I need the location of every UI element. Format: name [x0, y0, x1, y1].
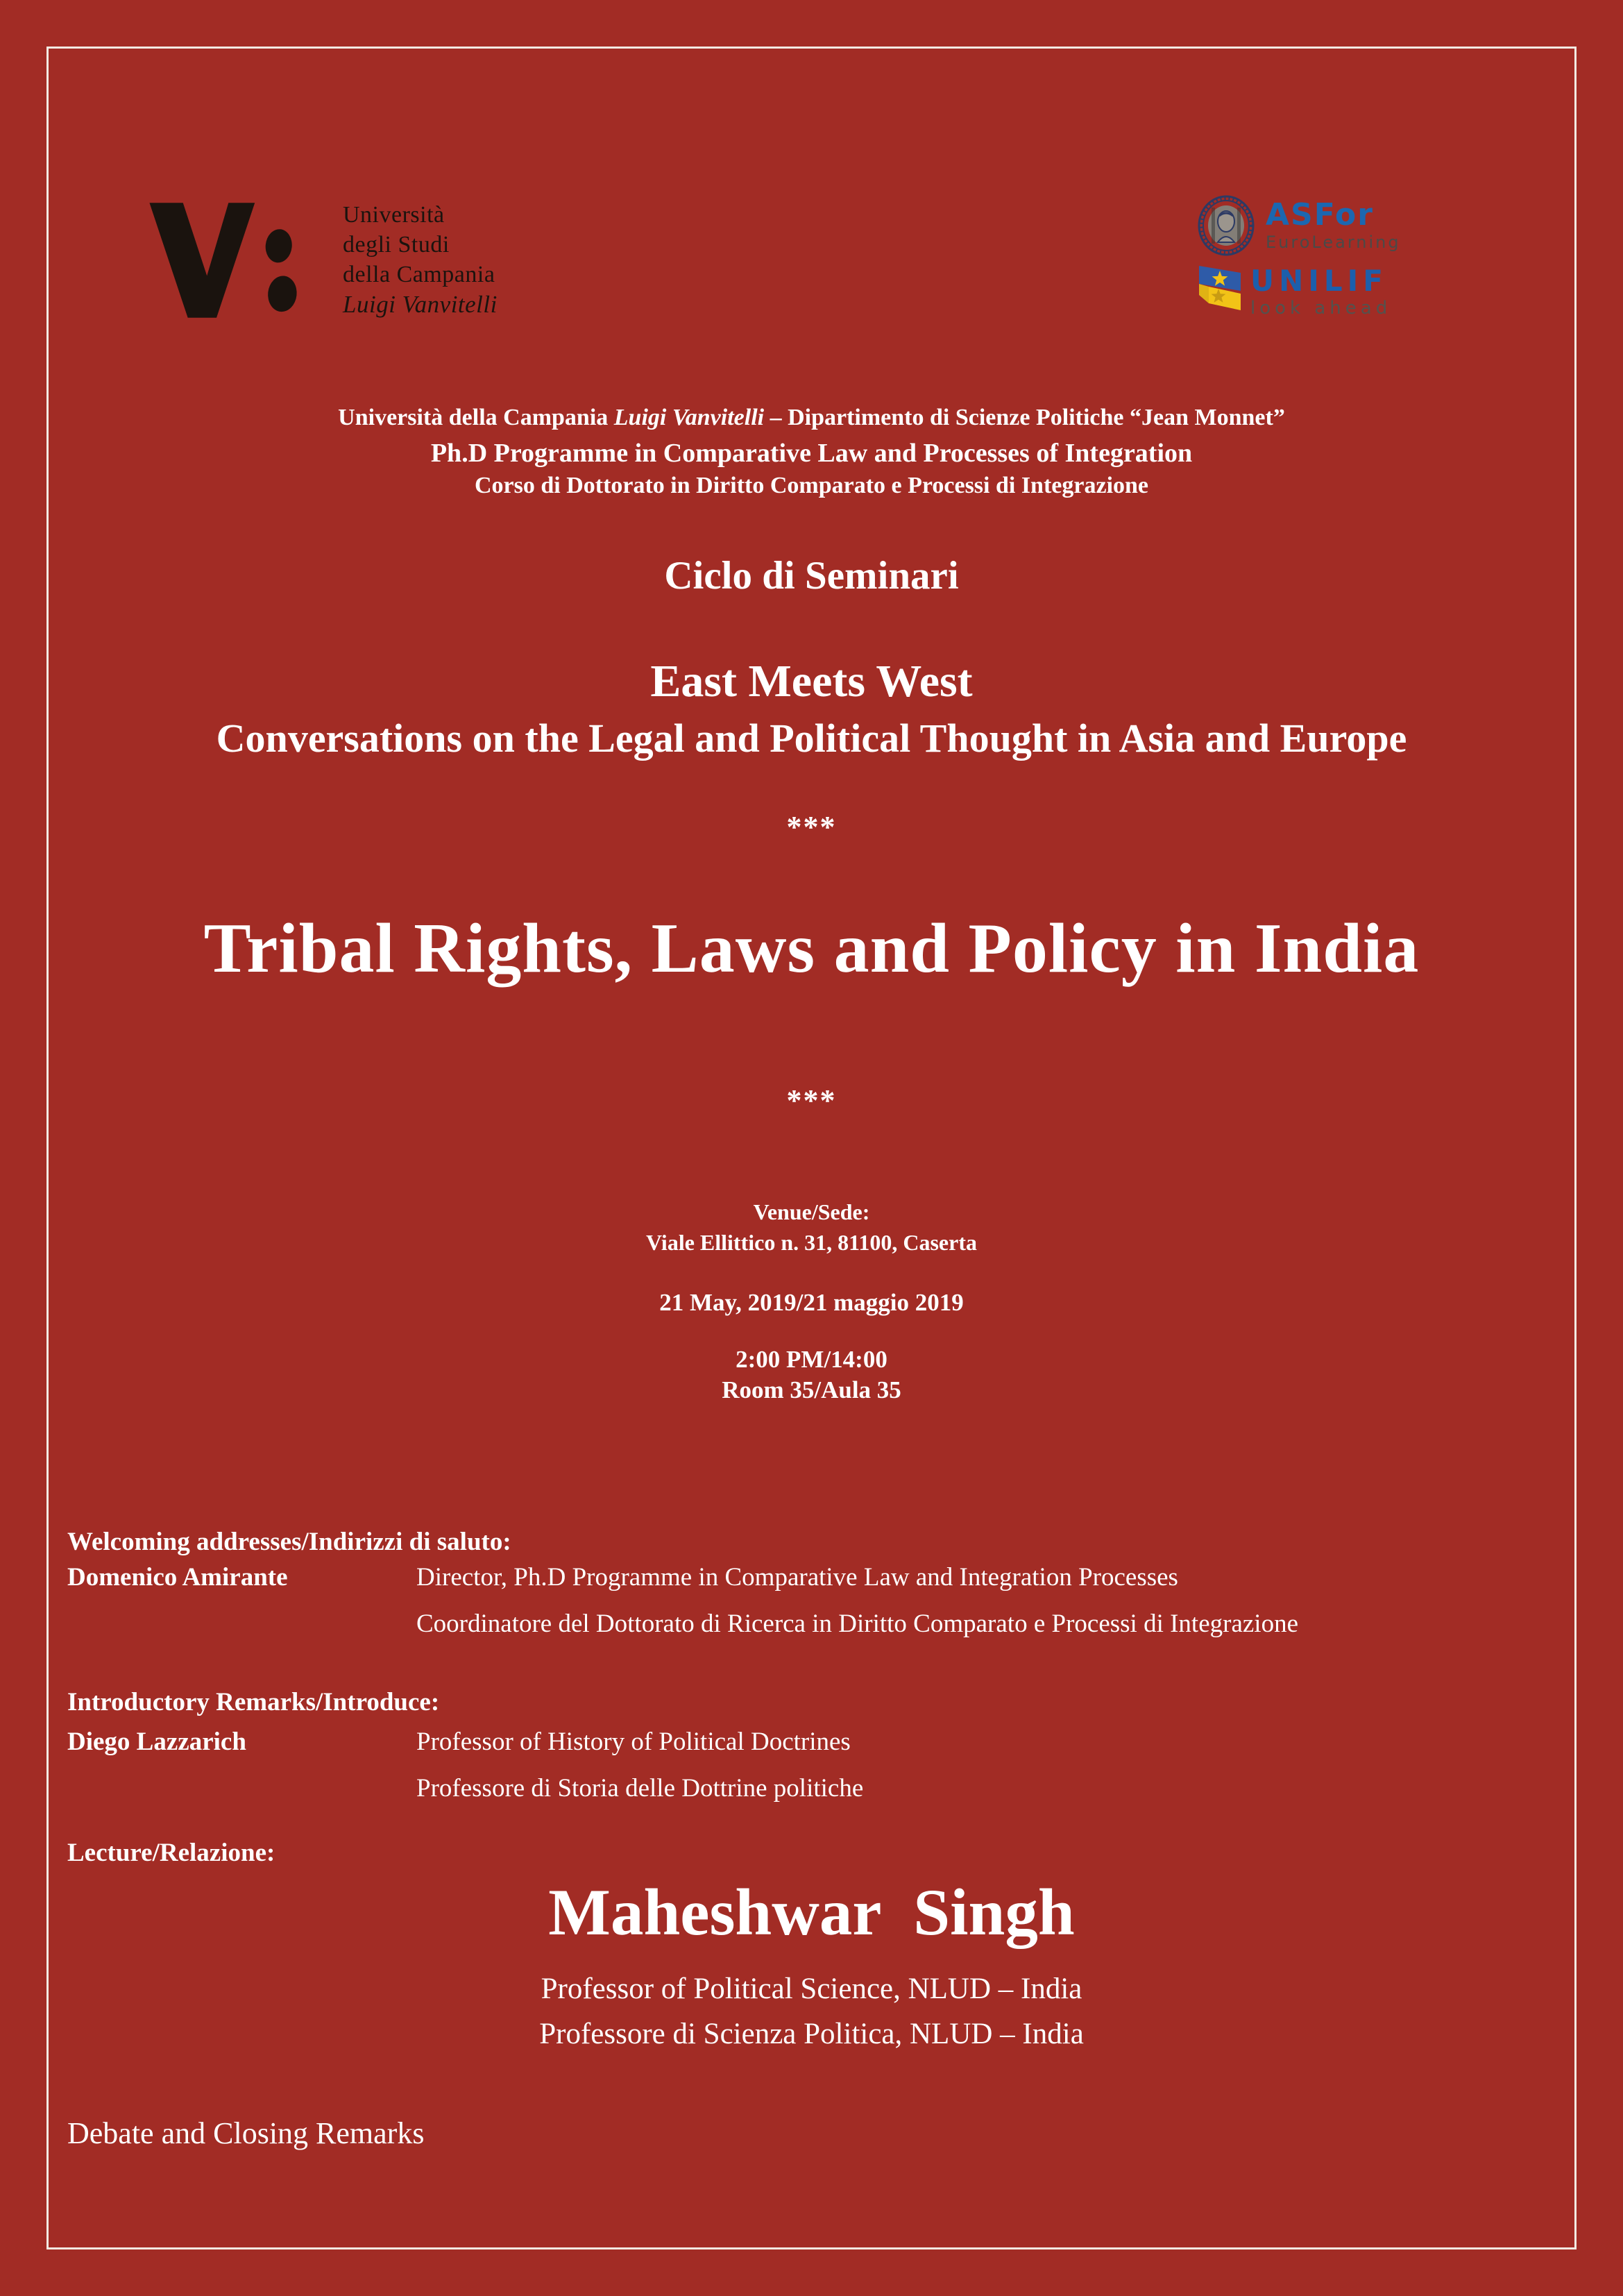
introductory-heading: Introductory Remarks/Introduce: — [67, 1688, 440, 1716]
event-time: 2:00 PM/14:00 — [736, 1346, 887, 1373]
unilif-name: UNILIF — [1250, 264, 1388, 298]
asfor-tagline: EuroLearning — [1266, 233, 1401, 252]
university-logo-line: degli Studi — [343, 232, 450, 258]
introductory-speaker: Diego Lazzarich — [67, 1728, 246, 1756]
asfor-seal-icon — [1198, 195, 1255, 256]
asfor-logo — [1198, 195, 1401, 256]
university-logo-text — [343, 200, 498, 319]
university-logo-line: della Campania — [343, 262, 495, 287]
event-room: Room 35/Aula 35 — [722, 1376, 901, 1403]
lecturer-role-it: Professore di Scienza Politica, NLUD – India — [539, 2018, 1084, 2050]
university-logo — [147, 200, 498, 321]
welcoming-role-en: Director, Ph.D Programme in Comparative Law and Integration Processes — [416, 1563, 1178, 1592]
separator-stars: *** — [786, 1083, 837, 1117]
phd-programme-line: Ph.D Programme in Comparative Law and Processes of Integration — [430, 439, 1193, 468]
unilif-tagline: look ahead — [1250, 298, 1392, 319]
welcoming-heading: Welcoming addresses/Indirizzi di saluto: — [67, 1528, 511, 1556]
unilif-flag-icon — [1198, 264, 1242, 320]
welcoming-speaker: Domenico Amirante — [67, 1563, 288, 1592]
event-date: 21 May, 2019/21 maggio 2019 — [659, 1289, 964, 1316]
introductory-roles — [416, 1727, 1581, 1805]
department-header-line — [0, 405, 1623, 431]
header-prefix: Università della Campania — [338, 405, 614, 430]
unilif-logo — [1198, 264, 1391, 320]
welcoming-row — [67, 1562, 1581, 1640]
welcoming-role-it: Coordinatore del Dottorato di Ricerca in Diritto Comparato e Processi di Integrazione — [416, 1610, 1298, 1639]
introductory-role-it: Professore di Storia delle Dottrine politiche — [416, 1774, 864, 1803]
closing-remarks: Debate and Closing Remarks — [67, 2116, 425, 2150]
university-logo-line-italic: Luigi Vanvitelli — [343, 291, 498, 318]
series-title: East Meets West — [650, 656, 973, 707]
series-subtitle: Conversations on the Legal and Political Thought in Asia and Europe — [216, 716, 1407, 761]
university-logo-line: Università — [343, 202, 445, 228]
seminar-title: Tribal Rights, Laws and Policy in India — [203, 909, 1420, 988]
welcoming-roles — [416, 1562, 1581, 1640]
lecturer-role-en: Professor of Political Science, NLUD – India — [541, 1973, 1082, 2005]
header-suffix: – Dipartimento di Scienze Politiche “Jean Monnet” — [764, 405, 1285, 430]
asfor-wordmark — [1266, 199, 1401, 252]
introductory-role-en: Professor of History of Political Doctrines — [416, 1728, 851, 1756]
asfor-name: ASFor — [1266, 197, 1374, 233]
lecture-heading: Lecture/Relazione: — [67, 1839, 275, 1867]
introductory-row — [67, 1727, 1581, 1805]
lecturer-name: Maheshwar Singh — [548, 1875, 1075, 1949]
unilif-wordmark — [1250, 266, 1391, 319]
vanvitelli-v-mark-icon — [147, 200, 312, 321]
separator-stars: *** — [786, 810, 837, 844]
series-label: Ciclo di Seminari — [664, 554, 959, 598]
header-italic-name: Luigi Vanvitelli — [613, 405, 765, 430]
corso-dottorato-line: Corso di Dottorato in Diritto Comparato e Processi di Integrazione — [474, 473, 1149, 498]
venue-address: Viale Ellittico n. 31, 81100, Caserta — [646, 1230, 977, 1255]
venue-label: Venue/Sede: — [753, 1199, 870, 1224]
